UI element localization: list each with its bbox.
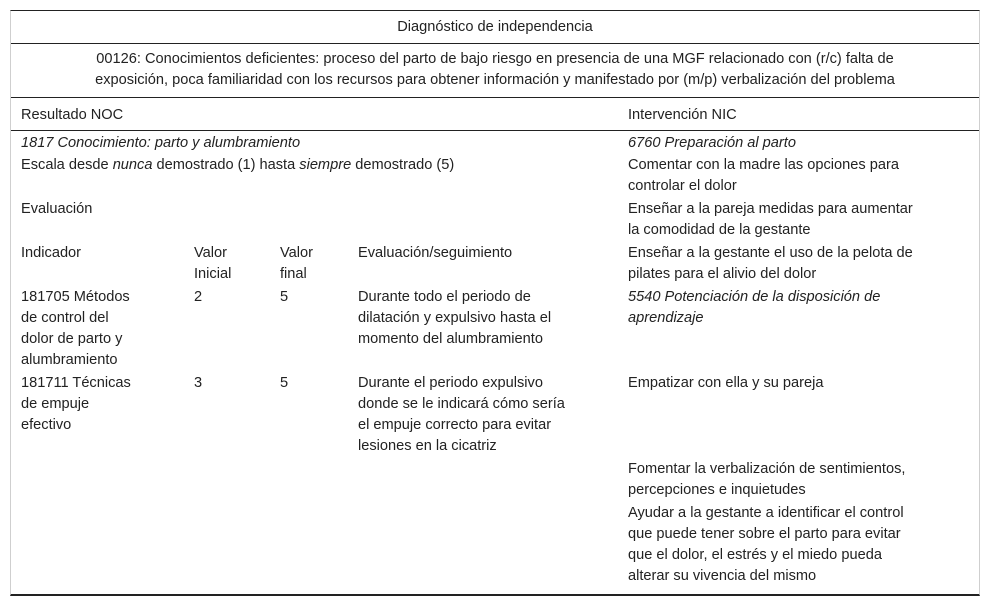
col-final-line: Valor xyxy=(280,245,313,261)
nic-activity xyxy=(628,243,913,285)
noc-outcome: 1817 Conocimiento: parto y alumbramiento xyxy=(21,135,301,151)
scale-text: demostrado (1) hasta xyxy=(152,157,300,173)
indicator-final: 5 xyxy=(280,289,289,305)
col-final-line: final xyxy=(280,266,307,282)
followup-line: donde se le indicará cómo sería xyxy=(358,396,565,412)
nic-activity-line: que puede tener sobre el parto para evitar xyxy=(628,526,901,542)
table-title: Diagnóstico de independencia xyxy=(397,19,593,35)
indicator-name-line: 181711 Técnicas xyxy=(21,375,131,391)
col-final xyxy=(280,243,313,285)
col-initial xyxy=(194,243,231,285)
indicator-name-line: 181705 Métodos xyxy=(21,289,130,305)
nic-activity-line: alterar su vivencia del mismo xyxy=(628,568,817,584)
indicator-followup xyxy=(358,287,551,350)
nic-activity xyxy=(628,503,904,587)
followup-line: Durante el periodo expulsivo xyxy=(358,375,543,391)
scale-always: siempre xyxy=(299,157,352,173)
nic-activity xyxy=(628,155,899,197)
nic-activity-line: Enseñar a la pareja medidas para aumentar xyxy=(628,201,913,217)
indicator-final: 5 xyxy=(280,375,289,391)
col-followup: Evaluación/seguimiento xyxy=(358,245,513,261)
nic-activity-line: Fomentar la verbalización de sentimientos, xyxy=(628,461,906,477)
nic-activity-line: percepciones e inquietudes xyxy=(628,482,806,498)
nic-activity xyxy=(628,459,905,501)
indicator-name-line: de control del xyxy=(21,310,109,326)
indicator-name-line: dolor de parto y xyxy=(21,331,123,347)
followup-line: lesiones en la cicatriz xyxy=(358,438,497,454)
nic-activity-line: la comodidad de la gestante xyxy=(628,222,811,238)
indicator-initial: 3 xyxy=(194,375,203,391)
diagnosis-text xyxy=(11,49,979,91)
divider xyxy=(11,97,979,98)
followup-line: Durante todo el periodo de xyxy=(358,289,531,305)
scale-never: nunca xyxy=(112,157,153,173)
nic-activity xyxy=(628,373,824,394)
diagnosis-line: exposición, poca familiaridad con los recursos para obtener información y manifestado por (m/p) verbalización del problema xyxy=(95,72,895,88)
followup-line: el empuje correcto para evitar xyxy=(358,417,552,433)
nic-activity-line: Empatizar con ella y su pareja xyxy=(628,375,824,391)
nic-intervention-line: 5540 Potenciación de la disposición de xyxy=(628,289,881,305)
indicator-name xyxy=(21,287,130,371)
followup-line: momento del alumbramiento xyxy=(358,331,543,347)
col-initial-line: Inicial xyxy=(194,266,232,282)
nic-activity-line: Ayudar a la gestante a identificar el control xyxy=(628,505,904,521)
nic-activity xyxy=(628,199,913,241)
nic-activity-line: que el dolor, el estrés y el miedo pueda xyxy=(628,547,882,563)
divider xyxy=(11,43,979,44)
nic-activity-line: pilates para el alivio del dolor xyxy=(628,266,817,282)
nic-header: Intervención NIC xyxy=(628,107,737,123)
scale-text: Escala desde xyxy=(21,157,113,173)
col-initial-line: Valor xyxy=(194,245,227,261)
indicator-name-line: alumbramiento xyxy=(21,352,118,368)
followup-line: dilatación y expulsivo hasta el xyxy=(358,310,552,326)
nic-activity-line: Enseñar a la gestante el uso de la pelota de xyxy=(628,245,913,261)
evaluation-label: Evaluación xyxy=(21,201,93,217)
col-indicator: Indicador xyxy=(21,245,82,261)
indicator-name-line: de empuje xyxy=(21,396,90,412)
nic-intervention xyxy=(628,287,880,329)
diagnosis-line: 00126: Conocimientos deficientes: proceso del parto de bajo riesgo en presencia de una MGF relacionado con (r/c) falta de xyxy=(96,51,894,67)
indicator-followup xyxy=(358,373,565,457)
indicator-name xyxy=(21,373,131,436)
nic-intervention-line: aprendizaje xyxy=(628,310,704,326)
scale-text: demostrado (5) xyxy=(351,157,455,173)
noc-scale xyxy=(21,155,454,176)
nic-activity-line: Comentar con la madre las opciones para xyxy=(628,157,899,173)
indicator-name-line: efectivo xyxy=(21,417,72,433)
indicator-initial: 2 xyxy=(194,289,203,305)
noc-header: Resultado NOC xyxy=(21,107,124,123)
nursing-care-plan-table xyxy=(10,10,980,596)
nic-activity-line: controlar el dolor xyxy=(628,178,737,194)
divider xyxy=(11,130,979,131)
nic-intervention: 6760 Preparación al parto xyxy=(628,135,796,151)
